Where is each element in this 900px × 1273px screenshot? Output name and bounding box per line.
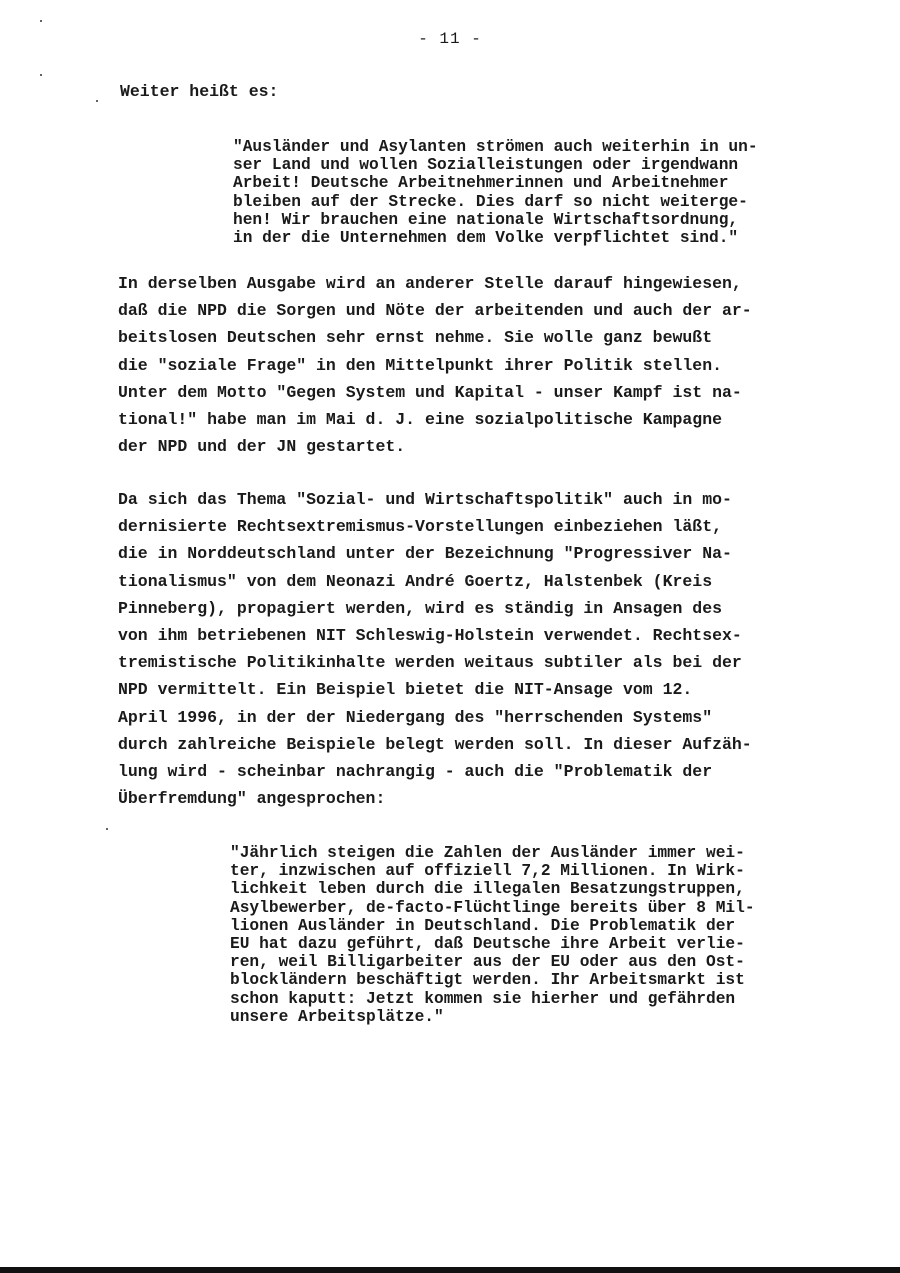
paragraph-line: beitslosen Deutschen sehr ernst nehme. Sie wolle ganz bewußt [118,328,713,348]
paragraph-line: tremistische Politikinhalte werden weitaus subtiler als bei der [118,653,742,673]
quote-line: Asylbewerber, de-facto-Flüchtlinge bereits über 8 Mil- [230,898,755,917]
block-quote-2 [230,844,755,1026]
paragraph-line: von ihm betriebenen NIT Schleswig-Holstein verwendet. Rechtsex- [118,626,742,646]
quote-line: "Jährlich steigen die Zahlen der Ausländer immer wei- [230,844,745,862]
intro-line: Weiter heißt es: [120,82,279,101]
paragraph-1 [118,270,752,460]
paragraph-line: dernisierte Rechtsextremismus-Vorstellungen einbeziehen läßt, [118,517,722,537]
scan-bottom-edge [0,1267,900,1273]
quote-line: schon kaputt: Jetzt kommen sie hierher und gefährden [230,989,736,1008]
quote-line: ser Land und wollen Sozialleistungen oder irgendwann [233,156,739,175]
paragraph-line: tional!" habe man im Mai d. J. eine sozialpolitische Kampagne [118,410,722,430]
quote-line: bleiben auf der Strecke. Dies darf so nicht weiterge- [233,192,748,211]
quote-line: ter, inzwischen auf offiziell 7,2 Millionen. In Wirk- [230,862,745,881]
paragraph-line: die in Norddeutschland unter der Bezeichnung "Progressiver Na- [118,544,732,564]
paragraph-line: tionalismus" von dem Neonazi André Goertz, Halstenbek (Kreis [118,571,713,591]
quote-line: Arbeit! Deutsche Arbeitnehmerinnen und Arbeitnehmer [233,174,729,193]
scan-speck [96,100,98,102]
paragraph-line: daß die NPD die Sorgen und Nöte der arbeitenden und auch der ar- [118,301,752,321]
paragraph-line: durch zahlreiche Beispiele belegt werden soll. In dieser Aufzäh- [118,734,752,754]
quote-line: "Ausländer und Asylanten strömen auch weiterhin in un- [233,138,758,156]
paragraph-line: Unter dem Motto "Gegen System und Kapital - unser Kampf ist na- [118,382,742,402]
page-number: - 11 - [418,30,482,48]
quote-line: ren, weil Billigarbeiter aus der EU oder aus den Ost- [230,953,745,972]
quote-line: lichkeit leben durch die illegalen Besatzungstruppen, [230,880,745,899]
paragraph-line: die "soziale Frage" in den Mittelpunkt ihrer Politik stellen. [118,355,722,375]
paragraph-line: NPD vermittelt. Ein Beispiel bietet die NIT-Ansage vom 12. [118,680,693,700]
paragraph-line: Da sich das Thema "Sozial- und Wirtschaftspolitik" auch in mo- [118,490,732,509]
quote-line: unsere Arbeitsplätze." [230,1007,444,1026]
paragraph-line: April 1996, in der der Niedergang des "herrschenden Systems" [118,707,713,727]
quote-line: lionen Ausländer in Deutschland. Die Problematik der [230,916,736,935]
quote-line: blockländern beschäftigt werden. Ihr Arbeitsmarkt ist [230,971,745,990]
scan-speck [106,828,108,830]
quote-line: EU hat dazu geführt, daß Deutsche ihre Arbeit verlie- [230,935,745,954]
paragraph-line: Pinneberg), propagiert werden, wird es ständig in Ansagen des [118,598,722,618]
block-quote-1 [233,138,758,247]
scan-speck [40,20,42,22]
paragraph-line: Überfremdung" angesprochen: [118,789,386,809]
scan-speck [40,74,42,76]
paragraph-line: lung wird - scheinbar nachrangig - auch die "Problematik der [118,762,713,782]
quote-line: in der die Unternehmen dem Volke verpflichtet sind." [233,229,739,248]
quote-line: hen! Wir brauchen eine nationale Wirtschaftsordnung, [233,210,739,229]
paragraph-line: In derselben Ausgabe wird an anderer Stelle darauf hingewiesen, [118,274,742,293]
paragraph-2 [118,486,752,812]
paragraph-line: der NPD und der JN gestartet. [118,437,406,457]
